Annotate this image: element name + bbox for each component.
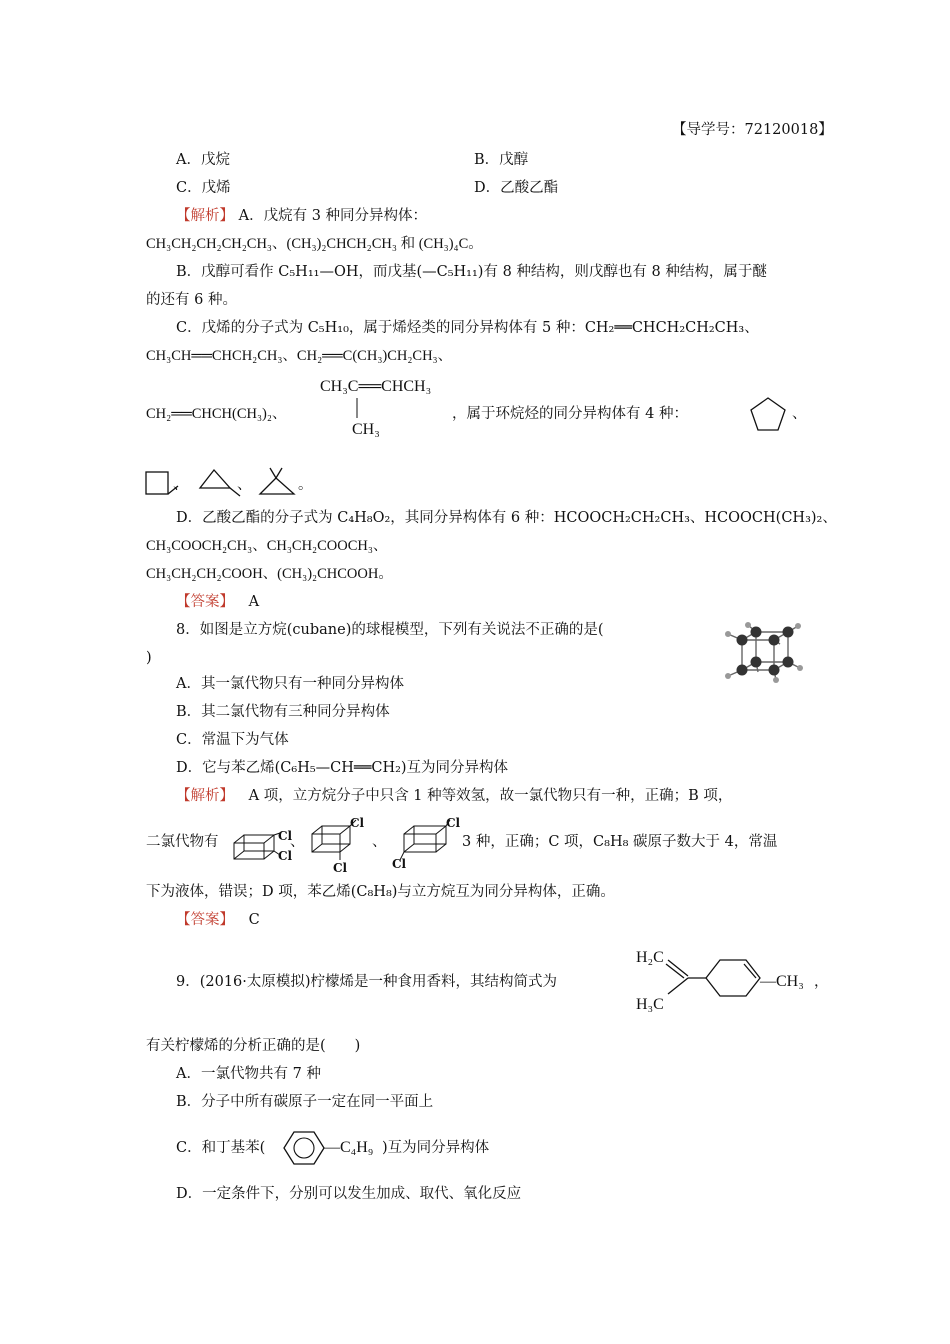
limonene-structure: [664, 948, 774, 1008]
q8-stem-line1: 8．如图是立方烷(cubane)的球棍模型，下列有关说法不正确的是(: [176, 622, 604, 638]
q7-answer-tag: 【答案】: [176, 594, 234, 610]
q7-analysis-b-line2: 的还有 6 种。: [146, 292, 237, 308]
q7-option-d: D．乙酸乙酯: [474, 180, 559, 196]
limonene-h3c: H₃C: [636, 996, 664, 1013]
q8-answer-tag: 【答案】: [176, 912, 234, 928]
chlorine-label: Cl: [333, 861, 348, 875]
q9-option-c-tail: )互为同分异构体: [382, 1140, 490, 1156]
branch-bond: [355, 398, 359, 420]
q7-cycloalkane-text: ，属于环烷烃的同分异构体有 4 种：: [452, 406, 688, 422]
guide-number: 【导学号：72120018】: [672, 122, 833, 138]
q7-analysis-d-line2: CH₃COOCH₂CH₃、CH₃CH₂COOCH₃、: [146, 538, 388, 554]
butyl-group: —C₄H₉: [324, 1139, 374, 1156]
q8-analysis-line1: [176, 786, 732, 806]
q8-option-b: B．其二氯代物有三种同分异构体: [176, 704, 390, 720]
chlorine-label: Cl: [446, 816, 461, 830]
q8-option-c: C．常温下为气体: [176, 732, 289, 748]
q8-stem-line2: ): [146, 650, 152, 666]
limonene-h2c: H₂C: [636, 949, 664, 966]
q8-answer: [176, 910, 260, 930]
end-mark: 。: [298, 477, 313, 493]
q7-option-b: B．戊醇: [474, 152, 529, 168]
q8-analysis-b-tail: 3 种，正确；C 项，C₈H₈ 碳原子数大于 4，常温: [462, 834, 778, 850]
q9-stem-line2: 有关柠檬烯的分析正确的是( ): [146, 1038, 361, 1054]
q7-analysis-c-line3: CH₂══CHCH(CH₃)₂、: [146, 406, 287, 422]
q7-option-c: C．戊烯: [176, 180, 231, 196]
chlorine-label: Cl: [278, 849, 293, 863]
q8-option-d: D．它与苯乙烯(C₆H₅—CH══CH₂)互为同分异构体: [176, 760, 509, 776]
q7-analysis-a-head: A．戊烷有 3 种同分异构体：: [238, 208, 428, 224]
q8-analysis-b-head: 二氯代物有: [146, 834, 219, 850]
cyclopentane-icon: [748, 394, 788, 434]
q7-analysis-line-a: [176, 206, 427, 226]
branched-alkene-bottom: CH₃: [352, 421, 380, 438]
q9-option-c-head: C．和丁基苯(: [176, 1140, 266, 1156]
q7-analysis-d-line1: D．乙酸乙酯的分子式为 C₄H₈O₂，其同分异构体有 6 种：HCOOCH₂CH₂CH₃、HCOOCH(CH₃)₂、: [176, 510, 837, 526]
q8-option-a: A．其一氯代物只有一种同分异构体: [176, 676, 404, 692]
separator: 、: [792, 406, 807, 422]
q8-analysis-c: 下为液体，错误；D 项，苯乙烯(C₈H₈)与立方烷互为同分异构体，正确。: [146, 884, 615, 900]
limonene-ch3: —CH₃: [760, 973, 804, 990]
q8-analysis-a: A 项，立方烷分子中只含 1 种等效氢，故一氯代物只有一种，正确；B 项，: [248, 788, 733, 804]
q9-stem-line1: 9．(2016·太原模拟)柠檬烯是一种食用香料，其结构简式为: [176, 974, 558, 990]
q7-analysis-c-line1: C．戊烯的分子式为 C₅H₁₀，属于烯烃类的同分异构体有 5 种：CH₂══CHCH₂CH₂CH₃、: [176, 320, 759, 336]
q9-option-b: B．分子中所有碳原子一定在同一平面上: [176, 1094, 434, 1110]
chlorine-label: Cl: [278, 829, 293, 843]
q7-answer-value: A: [248, 594, 260, 610]
separator: 、: [372, 834, 387, 850]
q9-option-a: A．一氯代物共有 7 种: [176, 1066, 321, 1082]
q7-answer: [176, 592, 259, 612]
comma: ，: [814, 974, 829, 990]
branched-alkene-top: CH₃C══CHCH₃: [320, 378, 432, 395]
cubane-ball-stick-model: [718, 622, 806, 686]
q7-analysis-a-isomers: CH₃CH₂CH₂CH₂CH₃、(CH₃)₂CHCH₂CH₃ 和 (CH₃)₄C。: [146, 236, 483, 252]
chlorine-label: Cl: [350, 816, 365, 830]
q7-analysis-d-line3: CH₃CH₂CH₂COOH、(CH₃)₂CHCOOH。: [146, 566, 393, 582]
q7-analysis-c-line2: CH₃CH══CHCH₂CH₃、CH₂══C(CH₃)CH₂CH₃、: [146, 348, 453, 364]
q7-analysis-tag: 【解析】: [176, 208, 234, 224]
q9-option-d: D．一定条件下，分别可以发生加成、取代、氧化反应: [176, 1186, 522, 1202]
separator: 、: [237, 477, 252, 493]
separator: 、: [173, 477, 188, 493]
chlorine-label: Cl: [392, 857, 407, 871]
separator: 、: [290, 834, 305, 850]
q8-analysis-tag: 【解析】: [176, 788, 234, 804]
benzene-ring-icon: [280, 1128, 330, 1168]
q7-analysis-b-line1: B．戊醇可看作 C₅H₁₁—OH，而戊基(—C₅H₁₁)有 8 种结构，则戊醇也有 8 种结构，属于醚: [176, 264, 767, 280]
q8-answer-value: C: [248, 912, 260, 928]
q7-option-a: A．戊烷: [176, 152, 230, 168]
